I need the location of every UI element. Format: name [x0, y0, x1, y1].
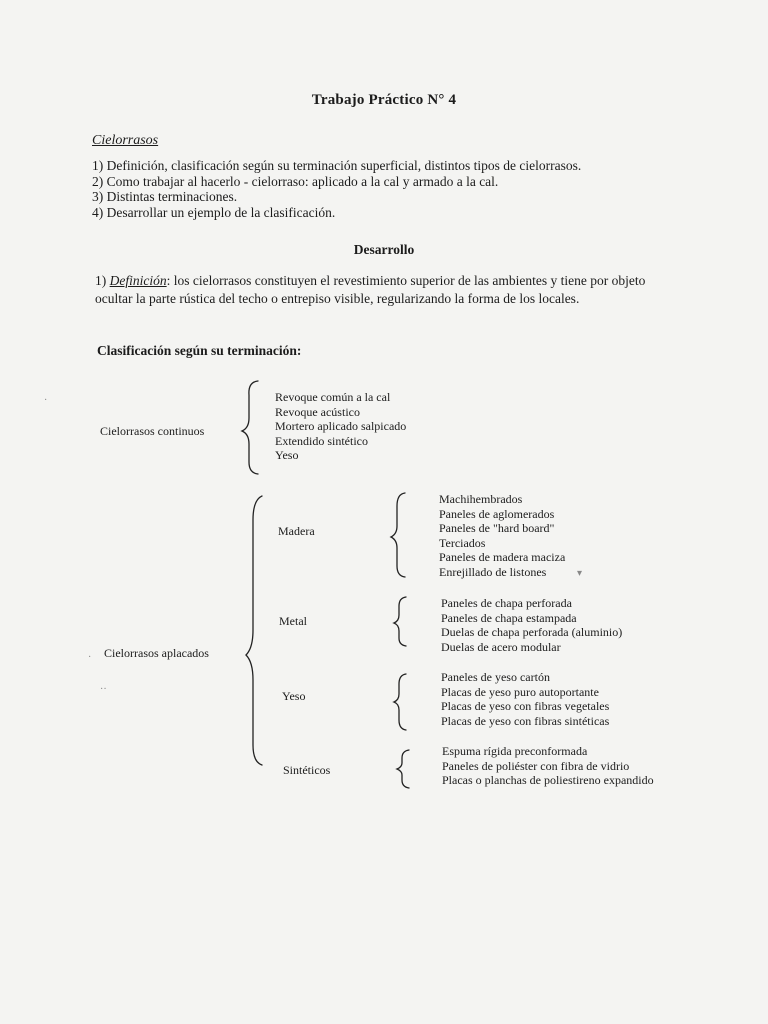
definition-term: Definición — [109, 273, 167, 288]
task-item: 1) Definición, clasificación según su terminación superficial, distintos tipos de cielorrasos. — [92, 158, 582, 173]
scan-speck: ▾ — [577, 568, 583, 579]
scan-speck: · — [88, 652, 92, 663]
development-heading: Desarrollo — [353, 242, 415, 257]
list-item: Machihembrados — [439, 492, 523, 506]
classification-heading: Clasificación según su terminación: — [97, 343, 302, 358]
list-item: Placas de yeso con fibras sintéticas — [441, 713, 610, 728]
definition-text: los cielorrasos constituyen el revestimiento superior de las ambientes y tiene por objeto ocultar la parte rústica del techo o entrepiso visible, regularizando la forma de los locales. — [95, 273, 646, 306]
list-item: Duelas de chapa perforada (aluminio) — [441, 625, 623, 640]
group-label-madera: Madera — [278, 524, 315, 538]
definition-colon: : — [166, 273, 171, 288]
yeso-list — [441, 670, 609, 728]
list-item: Revoque acústico — [275, 404, 360, 419]
list-item: Paneles de chapa estampada — [441, 610, 577, 625]
list-item: Mortero aplicado salpicado — [275, 419, 407, 434]
subject-heading: Cielorrasos — [92, 133, 159, 148]
continuos-label: Cielorrasos continuos — [100, 424, 205, 438]
sinteticos-list — [442, 744, 654, 788]
list-item: Placas de yeso puro autoportante — [441, 684, 599, 699]
document-title: Trabajo Práctico N° 4 — [311, 92, 457, 108]
list-item: Duelas de acero modular — [441, 639, 561, 654]
definition-number: 1) — [95, 273, 110, 288]
madera-list — [439, 492, 565, 580]
list-item: Paneles de aglomerados — [439, 506, 555, 521]
list-item: Revoque común a la cal — [275, 390, 391, 404]
group-label-yeso: Yeso — [282, 689, 306, 703]
scan-speck: · — [44, 395, 48, 406]
brace-metal — [394, 597, 406, 646]
list-item: Placas o planchas de poliestireno expandido — [442, 773, 654, 788]
list-item: Enrejillado de listones — [439, 564, 547, 579]
list-item: Placas de yeso con fibras vegetales — [441, 699, 610, 714]
task-item: 4) Desarrollar un ejemplo de la clasificación. — [92, 204, 336, 220]
list-item: Paneles de poliéster con fibra de vidrio — [442, 758, 630, 773]
list-item: Paneles de chapa perforada — [441, 596, 572, 610]
list-item: Paneles de yeso cartón — [441, 670, 550, 684]
list-item: Paneles de "hard board" — [439, 521, 555, 536]
continuos-list — [275, 390, 406, 463]
list-item: Terciados — [439, 535, 486, 550]
brace-continuos — [242, 381, 258, 474]
brace-madera — [391, 493, 405, 577]
list-item: Paneles de madera maciza — [439, 550, 566, 565]
group-label-sinteticos: Sintéticos — [283, 763, 331, 777]
metal-list — [441, 596, 622, 654]
task-item: 3) Distintas terminaciones. — [92, 189, 238, 204]
brace-yeso — [394, 674, 406, 730]
scan-speck: ·· — [100, 684, 107, 695]
group-label-metal: Metal — [279, 614, 307, 628]
brace-sinteticos — [397, 750, 409, 788]
list-item: Yeso — [275, 448, 299, 463]
list-item: Espuma rígida preconformada — [442, 744, 588, 758]
aplacados-label: Cielorrasos aplacados — [104, 646, 209, 660]
task-item: 2) Como trabajar al hacerlo - cielorraso: aplicado a la cal y armado a la cal. — [92, 173, 499, 189]
brace-aplacados — [246, 496, 262, 765]
list-item: Extendido sintético — [275, 433, 368, 448]
